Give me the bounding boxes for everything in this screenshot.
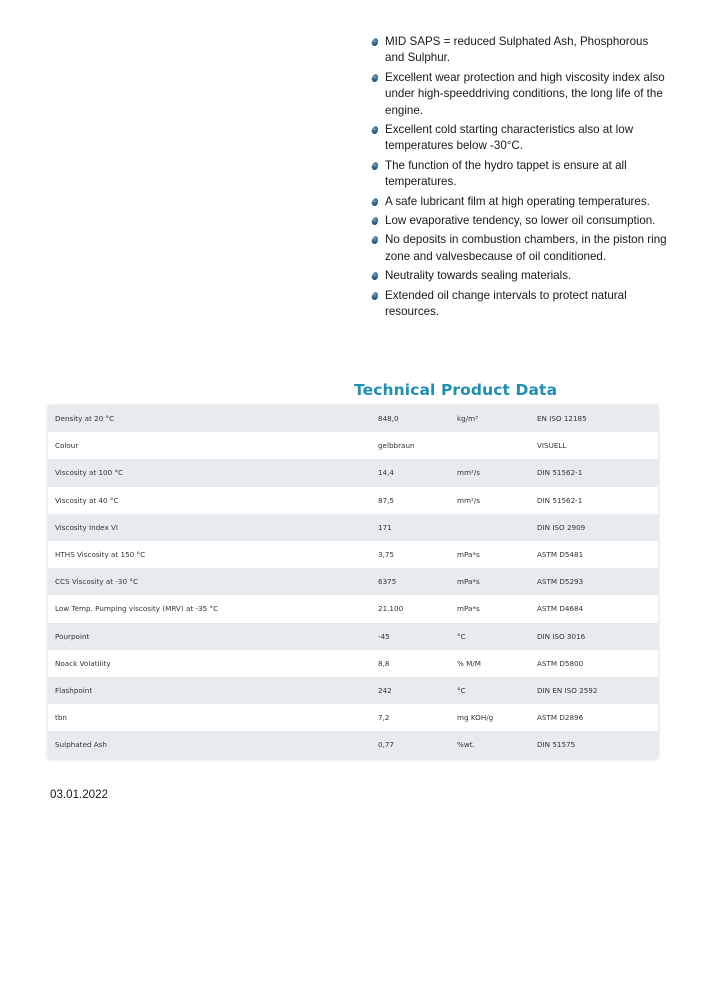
table-row [48,514,658,541]
table-row [48,487,658,514]
feature-item [370,34,670,67]
value-cell: 6375 [378,568,457,595]
method-cell: ASTM D5481 [537,541,658,568]
oil-drop-bullet-icon [371,37,379,47]
table-row [48,623,658,650]
value-cell: 3,75 [378,541,457,568]
value-cell: 0,77 [378,731,457,758]
table-row [48,731,658,758]
feature-text: A safe lubricant film at high operating temperatures. [385,194,650,208]
feature-item [370,122,670,155]
section-title: Technical Product Data [354,381,558,399]
method-cell: ASTM D5293 [537,568,658,595]
method-cell: DIN 51562-1 [537,487,658,514]
feature-text: MID SAPS = reduced Sulphated Ash, Phosphorous and Sulphur. [385,35,649,65]
value-cell: 8,8 [378,650,457,677]
feature-item [370,268,670,284]
unit-cell: mm²/s [457,459,537,486]
method-cell: VISUELL [537,432,658,459]
table-row [48,459,658,486]
value-cell: gelbbraun [378,432,457,459]
value-cell: 848,0 [378,405,457,432]
oil-drop-bullet-icon [371,271,379,281]
feature-text: Neutrality towards sealing materials. [385,269,572,283]
unit-cell [457,432,537,459]
property-cell: Low Temp. Pumping viscosity (MRV) at -35 °C [48,595,378,622]
method-cell: ASTM D2896 [537,704,658,731]
value-cell: 87,5 [378,487,457,514]
property-cell: Sulphated Ash [48,731,378,758]
property-cell: Noack Volatility [48,650,378,677]
feature-list [370,34,670,324]
oil-drop-bullet-icon [371,291,379,301]
unit-cell: mPa*s [457,595,537,622]
oil-drop-bullet-icon [371,197,379,207]
value-cell: 171 [378,514,457,541]
feature-text: Extended oil change intervals to protect natural resources. [385,288,627,319]
unit-cell: mPa*s [457,541,537,568]
table-row [48,432,658,459]
feature-text: Excellent cold starting characteristics also at low temperatures below -30°C. [385,123,634,153]
unit-cell: kg/m³ [457,405,537,432]
value-cell: 14,4 [378,459,457,486]
method-cell: DIN EN ISO 2592 [537,677,658,704]
unit-cell: % M/M [457,650,537,677]
table-row [48,704,658,731]
value-cell: -45 [378,623,457,650]
oil-drop-bullet-icon [371,73,379,83]
feature-item [370,288,670,321]
unit-cell: %wt. [457,731,537,758]
feature-text: Excellent wear protection and high viscosity index also under high-speeddriving conditions, the long life of the engine. [385,70,665,117]
oil-drop-bullet-icon [371,236,379,246]
feature-item [370,232,670,265]
table-row [48,568,658,595]
method-cell: DIN 51575 [537,731,658,758]
table-row [48,541,658,568]
property-cell: Flashpoint [48,677,378,704]
unit-cell: mPa*s [457,568,537,595]
unit-cell: °C [457,677,537,704]
table-row [48,405,658,432]
property-cell: Viscosity at 40 °C [48,487,378,514]
method-cell: ASTM D5800 [537,650,658,677]
method-cell: ASTM D4684 [537,595,658,622]
method-cell: EN ISO 12185 [537,405,658,432]
table-row [48,650,658,677]
property-cell: Density at 20 °C [48,405,378,432]
unit-cell: °C [457,623,537,650]
feature-text: The function of the hydro tappet is ensure at all temperatures. [385,158,627,189]
feature-item [370,194,670,210]
property-cell: Colour [48,432,378,459]
value-cell: 242 [378,677,457,704]
feature-item [370,213,670,229]
unit-cell [457,514,537,541]
feature-item [370,70,670,119]
property-cell: CCS Viscosity at -30 °C [48,568,378,595]
oil-drop-bullet-icon [371,125,379,135]
value-cell: 7,2 [378,704,457,731]
property-cell: HTHS Viscosity at 150 °C [48,541,378,568]
unit-cell: mm²/s [457,487,537,514]
table-row [48,677,658,704]
property-cell: Viscosity at 100 °C [48,459,378,486]
feature-text: No deposits in combustion chambers, in the piston ring zone and valvesbecause of oil conditioned. [385,233,667,263]
property-cell: tbn [48,704,378,731]
oil-drop-bullet-icon [371,216,379,226]
value-cell: 21.100 [378,595,457,622]
feature-item [370,158,670,191]
document-date: 03.01.2022 [50,788,109,801]
property-cell: Pourpoint [48,623,378,650]
property-cell: Viscosity Index VI [48,514,378,541]
oil-drop-bullet-icon [371,161,379,171]
feature-text: Low evaporative tendency, so lower oil consumption. [385,214,656,228]
unit-cell: mg KOH/g [457,704,537,731]
table-row [48,595,658,622]
method-cell: DIN ISO 2909 [537,514,658,541]
technical-data-table [48,405,658,758]
method-cell: DIN 51562-1 [537,459,658,486]
method-cell: DIN ISO 3016 [537,623,658,650]
